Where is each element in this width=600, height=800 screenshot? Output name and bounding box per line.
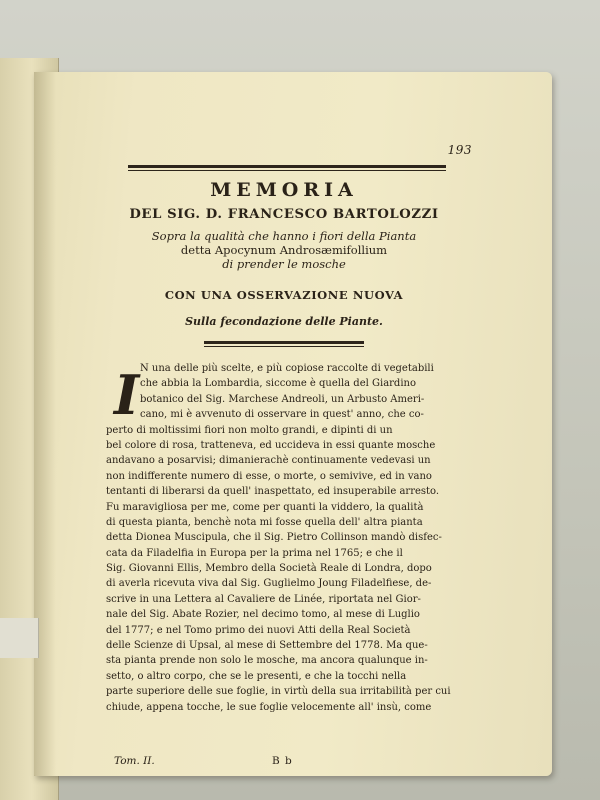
body-line: cano, mi è avvenuto di osservare in quest' anno, che co- — [140, 409, 424, 421]
body-line: Sig. Giovanni Ellis, Membro della Società Reale di Londra, dopo — [106, 563, 432, 575]
body-line: cata da Filadelfia in Europa per la prima nel 1765; e che il — [106, 547, 403, 559]
observation-subheading: Sulla fecondazione delle Piante. — [185, 315, 383, 328]
body-line: andavano a posarvisi; dimanierachè continuamente vedevasi un — [106, 455, 431, 467]
page-title: MEMORIA — [210, 179, 358, 201]
body-line: non indifferente numero di esse, o morte, o semivive, ed in vano — [106, 470, 432, 482]
body-line: di averla ricevuta viva dal Sig. Guglielmo Joung Filadelfiese, de- — [106, 578, 432, 590]
body-line: Fu maravigliosa per me, come per quanti la viddero, la qualità — [106, 501, 424, 513]
body-line: chiude, appena tocche, le sue foglie velocemente all' insù, come — [106, 701, 432, 713]
subtitle-line-2: detta Apocynum Androsæmifollium — [180, 243, 388, 257]
body-line: sta pianta prende non solo le mosche, ma ancora qualunque in- — [106, 655, 428, 667]
body-line: scrive in una Lettera al Cavaliere de Linée, riportata nel Gior- — [106, 593, 421, 605]
signature-mark: B b — [272, 755, 293, 767]
observation-heading: CON UNA OSSERVAZIONE NUOVA — [164, 288, 404, 302]
body-line: tentanti di liberarsi da quell' inaspettato, ed insuperabile arresto. — [106, 486, 440, 498]
body-line: setto, o altro corpo, che se le presenti, e che la tocchi nella — [106, 670, 407, 682]
header-rule — [128, 165, 446, 168]
body-line: nale del Sig. Abate Rozier, nel decimo tomo, al mese di Luglio — [106, 609, 420, 621]
body-line: botanico del Sig. Marchese Andreoli, un Arbusto Ameri- — [140, 393, 425, 405]
body-line: bel colore di rosa, tratteneva, ed uccideva in essi quante mosche — [106, 439, 436, 451]
section-rule — [204, 341, 364, 344]
volume-footer: Tom. II. — [114, 755, 155, 767]
body-line: detta Dionea Muscipula, che il Sig. Pietro Collinson mandò disfec- — [106, 532, 442, 544]
page-gutter-shadow — [34, 72, 56, 776]
page-number: 193 — [447, 143, 472, 157]
body-line: che abbia la Lombardia, siccome è quella del Giardino — [140, 378, 416, 390]
body-line: delle Scienze di Upsal, al mese di Settembre del 1778. Ma que- — [106, 640, 428, 652]
subtitle-line-1: Sopra la qualità che hanno i fiori della Pianta — [151, 229, 417, 243]
subtitle-line-3: di prender le mosche — [222, 257, 346, 271]
body-line: parte superiore delle sue foglie, in virtù della sua irritabilità per cui — [106, 686, 451, 698]
author-line: DEL SIG. D. FRANCESCO BARTOLOZZI — [129, 207, 439, 222]
body-line: del 1777; e nel Tomo primo dei nuovi Atti della Real Società — [106, 624, 411, 636]
body-line: di questa pianta, benchè nota mi fosse quella dell' altra pianta — [106, 516, 423, 528]
drop-cap: I — [114, 363, 140, 427]
body-line: perto di moltissimi fiori non molto grandi, e dipinti di un — [106, 424, 393, 436]
body-line: N una delle più scelte, e più copiose raccolte di vegetabili — [140, 363, 434, 374]
body-text — [106, 361, 462, 715]
paper-slip — [0, 618, 39, 658]
